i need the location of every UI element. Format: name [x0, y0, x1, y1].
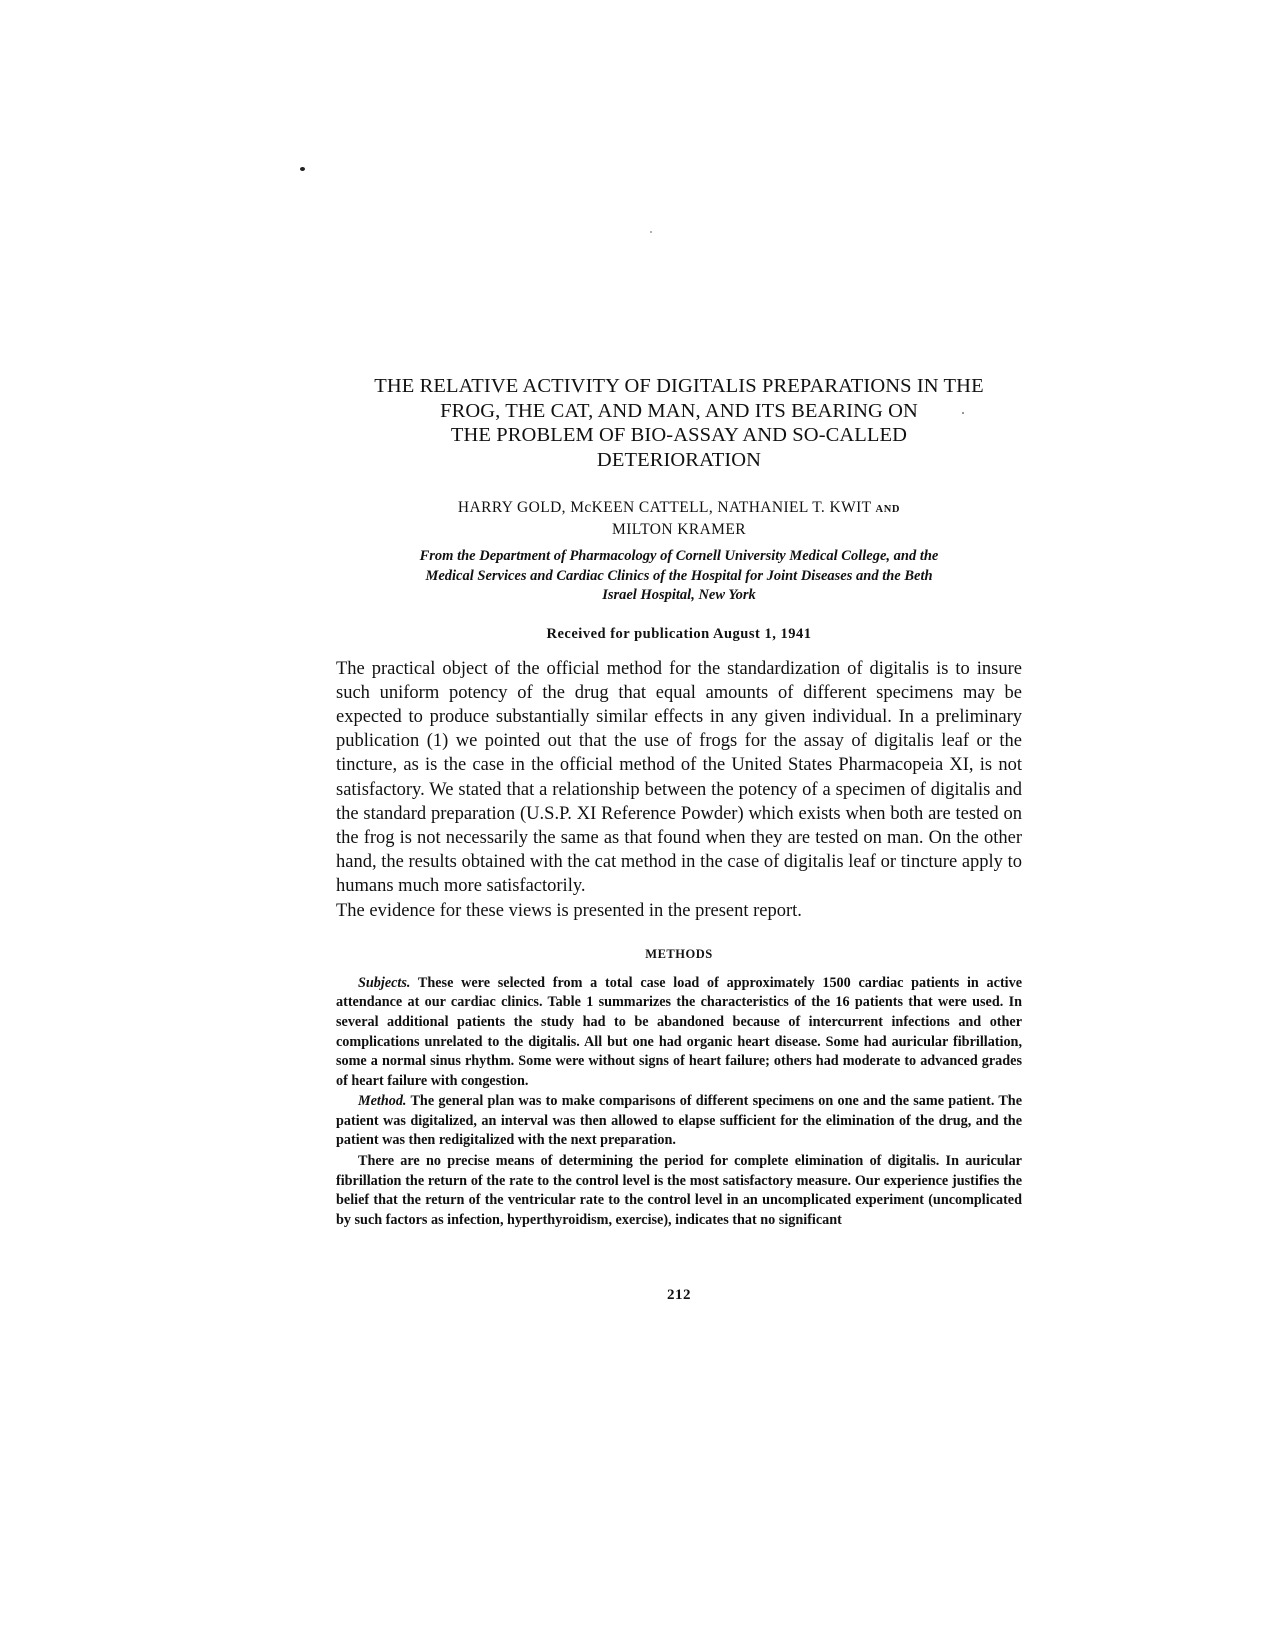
affiliation-line: Medical Services and Cardiac Clinics of the Hospital for Joint Diseases and the Beth	[425, 567, 933, 584]
affiliation	[336, 547, 1022, 606]
title-line: FROG, THE CAT, AND MAN, AND ITS BEARING ON	[440, 399, 918, 422]
scan-speck	[650, 231, 652, 233]
authors-names: HARRY GOLD, McKEEN CATTELL, NATHANIEL T. KWIT	[457, 499, 872, 516]
run-in-heading: Method.	[358, 1093, 407, 1110]
methods-paragraph	[336, 1092, 1022, 1151]
affiliation-line: Israel Hospital, New York	[602, 587, 756, 603]
affiliation-line: From the Department of Pharmacology of Cornell University Medical College, and the	[419, 548, 939, 564]
paragraph-text: These were selected from a total case load of approximately 1500 cardiac patients in active attendance at our cardiac clinics. Table 1 summarizes the characteristics of the 16 patients that were used. In several additional patients the study had to be abandoned because of intercurrent infections and other complications unrelated to the digitalis. All but one had organic heart disease. Some had auricular fibrillation, some a normal sinus rhythm. Some were without signs of heart failure; others had moderate to advanced grades of heart failure with congestion.	[336, 974, 1022, 1089]
methods-paragraph	[336, 974, 1022, 1092]
title-line: THE RELATIVE ACTIVITY OF DIGITALIS PREPARATIONS IN THE	[374, 375, 984, 397]
article-page	[336, 374, 1022, 1230]
paragraph-text: There are no precise means of determining the period for complete elimination of digitalis. In auricular fibrillation the return of the rate to the control level is the most satisfactory measure. Our experience justifies the belief that the return of the ventricular rate to the control level in an uncomplicated experiment (uncomplicated by such factors as infection, hyperthyroidism, exercise), indicates that no significant	[336, 1153, 1022, 1228]
section-heading-methods: METHODS	[645, 946, 713, 961]
authors-line: MILTON KRAMER	[612, 520, 746, 538]
paragraph-text: The general plan was to make comparisons of different specimens on one and the same patient. The patient was digitalized, an interval was then allowed to elapse sufficient for the elimination of the drug, and the patient was then redigitalized with the next preparation.	[336, 1093, 1022, 1149]
page-number: 212	[667, 1287, 691, 1303]
authors-conjunction: AND	[875, 504, 901, 515]
title-line: THE PROBLEM OF BIO-ASSAY AND SO-CALLED	[450, 424, 908, 446]
methods-paragraph	[336, 1152, 1022, 1230]
authors-line	[336, 498, 1022, 520]
intro-paragraph: The evidence for these views is presented in the present report.	[336, 900, 802, 921]
methods-section	[336, 974, 1022, 1231]
received-date: Received for publication August 1, 1941	[546, 625, 812, 642]
introduction	[336, 657, 1022, 923]
intro-paragraph: The practical object of the official method for the standardization of digitalis is to insure such uniform potency of the drug that equal amounts of different specimens may be expected to produce substantially similar effects in any given individual. In a preliminary publication (1) we pointed out that the use of frogs for the assay of digitalis leaf or the tincture, as is the case in the official method of the United States Pharmacopeia XI, is not satisfactory. We stated that a relationship between the potency of a specimen of digitalis and the standard preparation (U.S.P. XI Reference Powder) which exists when both are tested on the frog is not necessarily the same as that found when they are tested on man. On the other hand, the results obtained with the cat method in the case of digitalis leaf or tincture apply to humans much more satisfactorily.	[336, 658, 1022, 897]
article-title	[336, 374, 1022, 472]
scan-speck	[300, 167, 305, 171]
run-in-heading: Subjects.	[358, 974, 411, 991]
title-line: DETERIORATION	[596, 448, 762, 471]
author-list	[336, 498, 1022, 539]
